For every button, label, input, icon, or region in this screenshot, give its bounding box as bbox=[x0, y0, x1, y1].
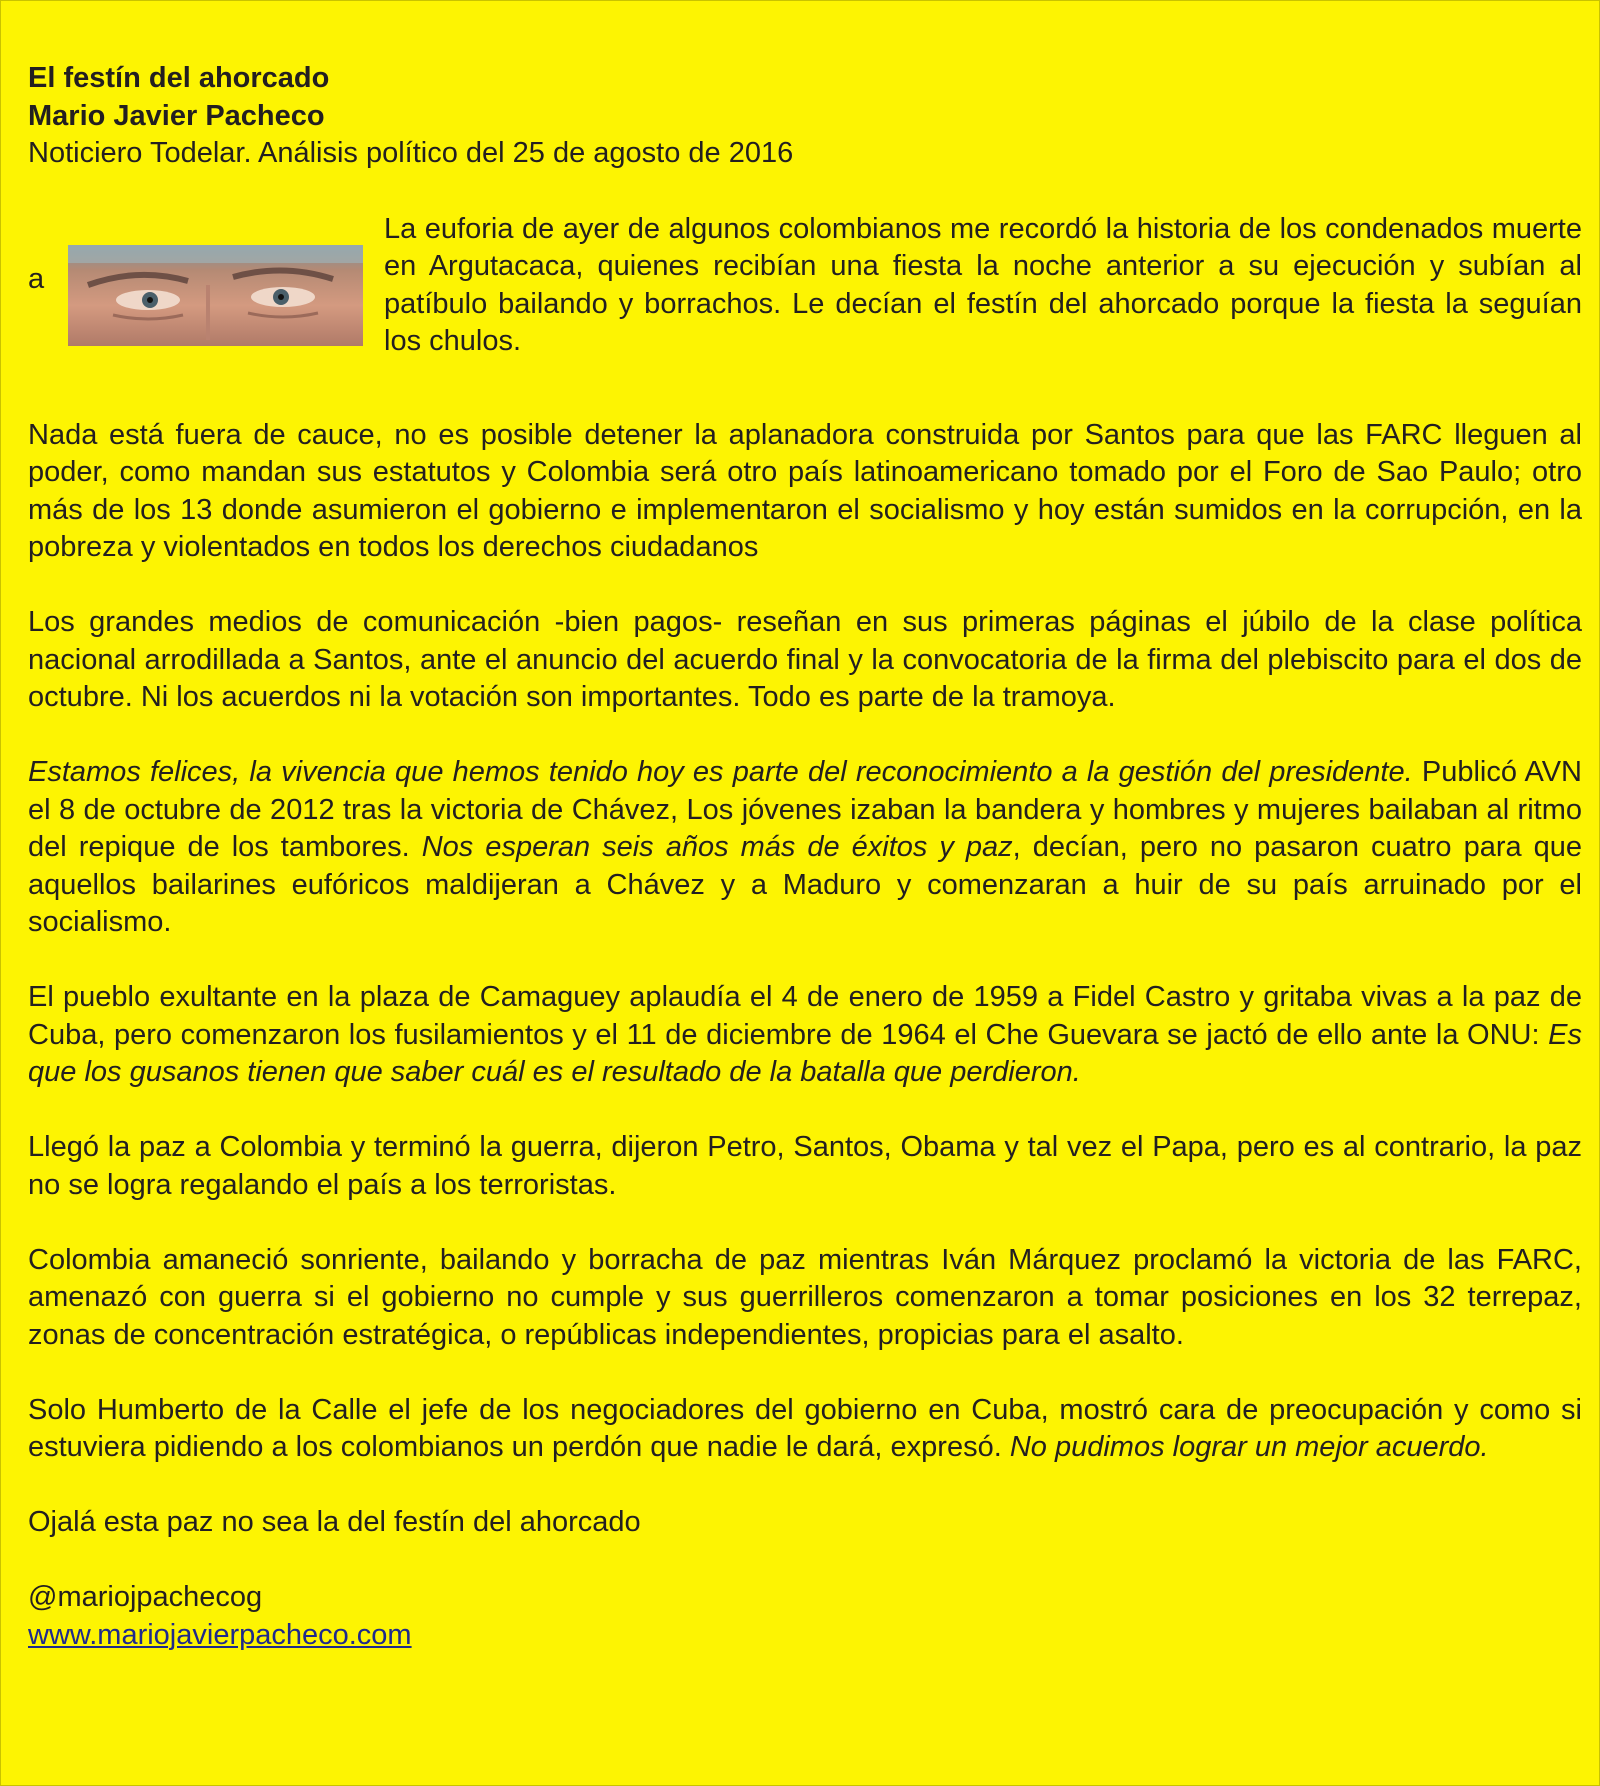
article-author: Mario Javier Pacheco bbox=[28, 99, 325, 132]
intro-section bbox=[28, 211, 1582, 380]
paragraph-7: Solo Humberto de la Calle el jefe de los negociadores del gobierno en Cuba, mostró cara de preocupación y como si estuviera pidiendo a los colombianos un perdón que nadie le dará, expresó. No pudimos lograr un mejor acuerdo. bbox=[28, 1393, 1582, 1463]
author-eyes-photo bbox=[68, 245, 363, 346]
article-source: Noticiero Todelar. Análisis político del 25 de agosto de 2016 bbox=[28, 137, 794, 169]
intro-leading-letter: a bbox=[28, 262, 45, 295]
article bbox=[28, 60, 1582, 1654]
paragraph-4: El pueblo exultante en la plaza de Camaguey aplaudía el 4 de enero de 1959 a Fidel Castro y gritaba vivas a la paz de Cuba, pero comenzaron los fusilamientos y el 11 de diciembre de 1964 el Che Guevara se jactó de ello ante la ONU: Es que los gusanos tienen que saber cuál es el resultado de la batalla que perdieron. bbox=[28, 981, 1582, 1088]
paragraph-5: Llegó la paz a Colombia y terminó la guerra, dijeron Petro, Santos, Obama y tal vez el Papa, pero es al contrario, la paz no se logra regalando el país a los terroristas. bbox=[28, 1131, 1582, 1201]
quote-che: Es que los gusanos tienen que saber cuál es el resultado de la batalla que perdieron. bbox=[28, 1018, 1582, 1088]
quote-avn: Estamos felices, la vivencia que hemos tenido hoy es parte del reconocimiento a la gestión del presidente. bbox=[28, 756, 1413, 788]
intro-paragraph: La euforia de ayer de algunos colombianos me recordó la historia de los condenados muerte en Argutacaca, quienes recibían una fiesta la noche anterior a su ejecución y subían al patíbulo bailando y borrachos. Le decían el festín del ahorcado porque la fiesta la seguían los chulos. bbox=[384, 212, 1582, 357]
website-link[interactable]: www.mariojavierpacheco.com bbox=[28, 1618, 412, 1651]
footer bbox=[28, 1579, 1582, 1654]
paragraph-1: Nada está fuera de cauce, no es posible detener la aplanadora construida por Santos para que las FARC lleguen al poder, como mandan sus estatutos y Colombia será otro país latinoamericano tomado por el Foro de Sao Paulo; otro más de los 13 donde asumieron el gobierno e implementaron el socialismo y hoy están sumidos en la corrupción, en la pobreza y violentados en todos los derechos ciudadanos bbox=[28, 418, 1582, 563]
article-title: El festín del ahorcado bbox=[28, 62, 330, 94]
quote-exitos: Nos esperan seis años más de éxitos y paz bbox=[421, 831, 1013, 863]
twitter-handle: @mariojpachecog bbox=[28, 1581, 263, 1613]
article-header bbox=[28, 60, 1582, 173]
paragraph-3: Estamos felices, la vivencia que hemos tenido hoy es parte del reconocimiento a la gestión del presidente. Publicó AVN el 8 de octubre de 2012 tras la victoria de Chávez, Los jóvenes izaban la bandera y hombres y mujeres bailaban al ritmo del repique de los tambores. Nos esperan seis años más de éxitos y paz, decían, pero no pasaron cuatro para que aquellos bailarines eufóricos maldijeran a Chávez y a Maduro y comenzaran a huir de su país arruinado por el socialismo. bbox=[28, 756, 1582, 938]
quote-de-la-calle: No pudimos lograr un mejor acuerdo. bbox=[1009, 1431, 1489, 1463]
paragraph-6: Colombia amaneció sonriente, bailando y borracha de paz mientras Iván Márquez proclamó la victoria de las FARC, amenazó con guerra si el gobierno no cumple y sus guerrilleros comenzaron a tomar posiciones en los 32 terrepaz, zonas de concentración estratégica, o repúblicas independientes, propicias para el asalto. bbox=[28, 1243, 1582, 1351]
paragraph-closing: Ojalá esta paz no sea la del festín del ahorcado bbox=[28, 1506, 641, 1538]
paragraph-2: Los grandes medios de comunicación -bien pagos- reseñan en sus primeras páginas el júbilo de la clase política nacional arrodillada a Santos, ante el anuncio del acuerdo final y la convocatoria de la firma del plebiscito para el dos de octubre. Ni los acuerdos ni la votación son importantes. Todo es parte de la tramoya. bbox=[28, 606, 1582, 713]
